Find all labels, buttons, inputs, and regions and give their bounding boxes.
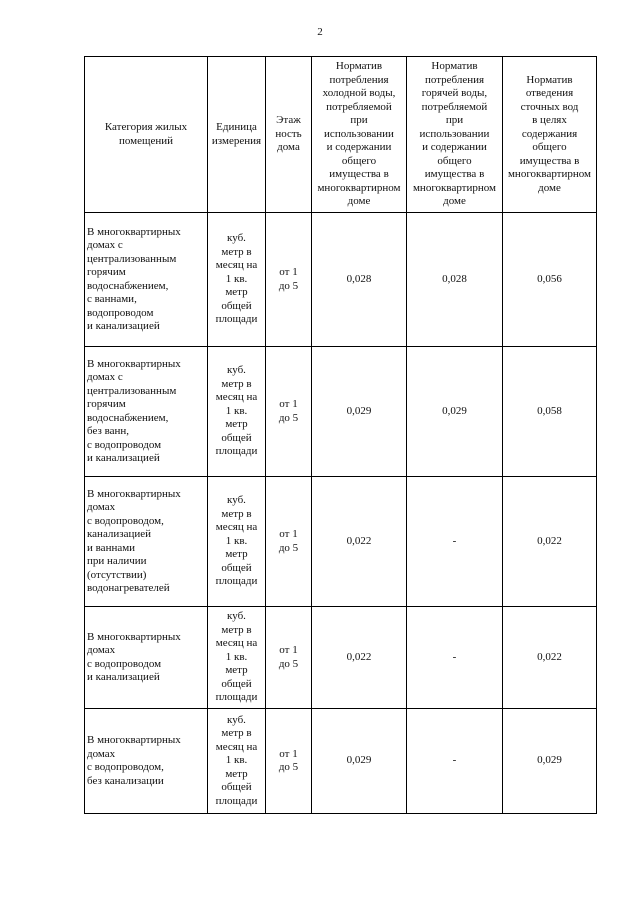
row-cold-water: 0,028: [312, 213, 407, 347]
header-unit: Единица измерения: [208, 57, 266, 213]
row-sewage: 0,022: [503, 607, 597, 709]
header-hot-water: Норматив потребления горячей воды, потребляемой при использовании и содержании общего имущества в многоквартирном доме: [407, 57, 503, 213]
row-unit: куб. метр в месяц на 1 кв. метр общей площади: [208, 213, 266, 347]
row-category: В многоквартирных домах с водопроводом и канализацией: [85, 607, 208, 709]
row-cold-water: 0,022: [312, 477, 407, 607]
row-hot-water: -: [407, 477, 503, 607]
table-row: [85, 477, 597, 607]
table-row: [85, 347, 597, 477]
row-sewage: 0,056: [503, 213, 597, 347]
row-unit: куб. метр в месяц на 1 кв. метр общей площади: [208, 607, 266, 709]
row-floors: от 1 до 5: [266, 213, 312, 347]
row-floors: от 1 до 5: [266, 477, 312, 607]
table-row: [85, 607, 597, 709]
row-cold-water: 0,022: [312, 607, 407, 709]
header-cold-water: Норматив потребления холодной воды, потребляемой при использовании и содержании общего имущества в многоквартирном доме: [312, 57, 407, 213]
row-unit: куб. метр в месяц на 1 кв. метр общей площади: [208, 347, 266, 477]
row-sewage: 0,058: [503, 347, 597, 477]
row-floors: от 1 до 5: [266, 607, 312, 709]
row-hot-water: -: [407, 607, 503, 709]
table-header-row: [85, 57, 597, 213]
row-category: В многоквартирных домах с водопроводом, без канализации: [85, 709, 208, 814]
row-category: В многоквартирных домах с централизованным горячим водоснабжением, с ваннами, водопроводом и канализацией: [85, 213, 208, 347]
row-sewage: 0,029: [503, 709, 597, 814]
table-row: [85, 213, 597, 347]
row-sewage: 0,022: [503, 477, 597, 607]
page-number: 2: [317, 26, 323, 38]
row-cold-water: 0,029: [312, 709, 407, 814]
row-hot-water: 0,028: [407, 213, 503, 347]
row-category: В многоквартирных домах с централизованным горячим водоснабжением, без ванн, с водопроводом и канализацией: [85, 347, 208, 477]
table-row: [85, 709, 597, 814]
row-unit: куб. метр в месяц на 1 кв. метр общей площади: [208, 709, 266, 814]
header-sewage: Норматив отведения сточных вод в целях содержания общего имущества в многоквартирном доме: [503, 57, 597, 213]
header-category: Категория жилых помещений: [85, 57, 208, 213]
header-floors: Этаж ность дома: [266, 57, 312, 213]
row-unit: куб. метр в месяц на 1 кв. метр общей площади: [208, 477, 266, 607]
row-hot-water: 0,029: [407, 347, 503, 477]
row-cold-water: 0,029: [312, 347, 407, 477]
row-floors: от 1 до 5: [266, 347, 312, 477]
norms-table: [84, 56, 597, 814]
row-floors: от 1 до 5: [266, 709, 312, 814]
row-category: В многоквартирных домах с водопроводом, канализацией и ваннами при наличии (отсутствии) водонагревателей: [85, 477, 208, 607]
row-hot-water: -: [407, 709, 503, 814]
